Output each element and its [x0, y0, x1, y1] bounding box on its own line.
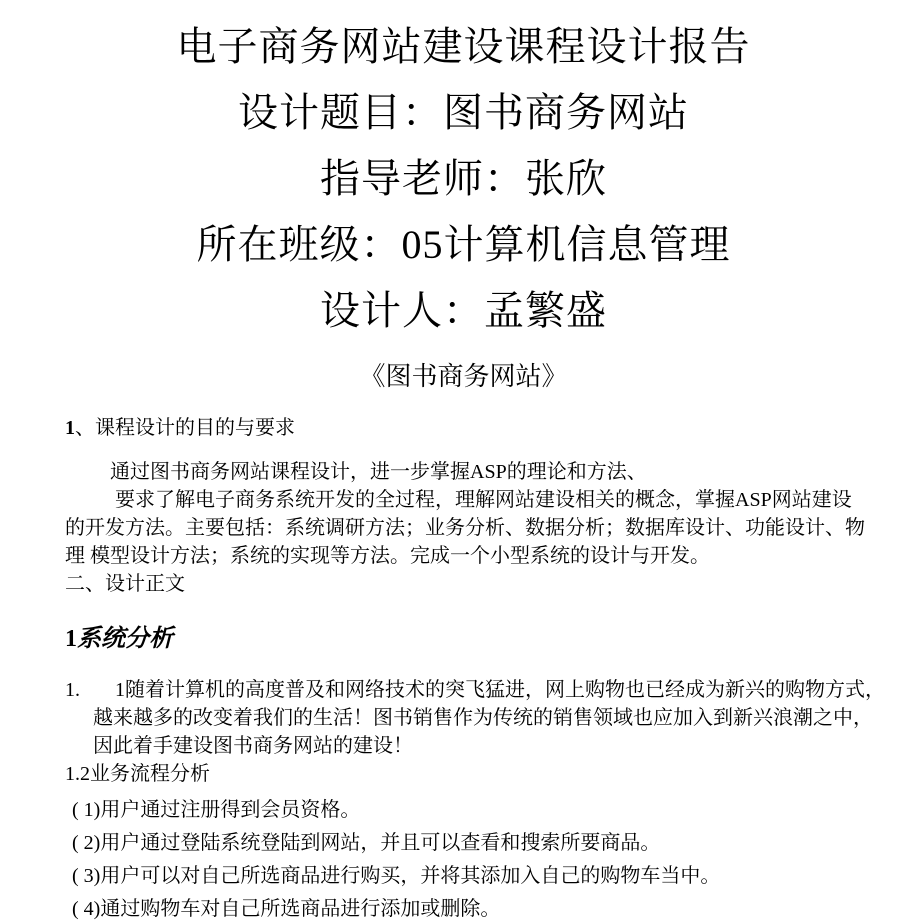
system-analysis-heading: [65, 624, 862, 654]
section1-heading: [65, 414, 862, 442]
flow-item: ( 2)用户通过登陆系统登陆到网站，并且可以查看和搜索所要商品。: [72, 832, 661, 854]
design-topic-line: 设计题目：图书商务网站: [238, 90, 689, 135]
designer-line: 设计人：孟繁盛: [320, 288, 607, 333]
numbered-item-line: 越来越多的改变着我们的生活！图书销售作为传统的销售领域也应加入到新兴浪潮之中，: [93, 707, 873, 729]
paragraph-line: 通过图书商务网站课程设计，进一步掌握ASP的理论和方法、: [110, 461, 647, 483]
flow-item: ( 4)通过购物车对自己所选商品进行添加或删除。: [72, 898, 501, 920]
numbered-item-1: [65, 676, 885, 760]
book-site-subtitle: 《图书商务网站》: [359, 362, 568, 391]
advisor-line: 指导老师：张欣: [320, 156, 607, 201]
section1-heading-text: 、课程设计的目的与要求: [75, 417, 295, 439]
flow-item: ( 3)用户可以对自己所选商品进行购买，并将其添加入自己的购物车当中。: [72, 865, 721, 887]
section1-paragraph: [65, 458, 865, 598]
flow-item: ( 1)用户通过注册得到会员资格。: [72, 799, 361, 821]
numbered-item-1-marker: 1.: [65, 679, 80, 701]
paragraph-line: 要求了解电子商务系统开发的全过程，理解网站建设相关的概念，掌握ASP网站建设: [115, 489, 852, 511]
title-block: [65, 14, 862, 344]
business-flow-list: [65, 794, 862, 920]
section2-label-line: 二、设计正文: [65, 573, 185, 595]
report-title: 电子商务网站建设课程设计报告: [176, 24, 751, 69]
paragraph-line: 理 模型设计方法；系统的实现等方法。完成一个小型系统的设计与开发。: [65, 545, 710, 567]
system-analysis-heading-text: 系统分析: [77, 626, 173, 652]
numbered-item-line: 因此着手建设图书商务网站的建设！: [93, 735, 413, 757]
system-analysis-heading-number: 1: [65, 626, 77, 652]
section1-heading-number: 1: [65, 417, 75, 439]
numbered-item-line: 1随着计算机的高度普及和网络技术的突飞猛进，网上购物也已经成为新兴的购物方式，: [115, 679, 885, 701]
class-line: 所在班级：05计算机信息管理: [196, 222, 731, 267]
paragraph-line: 的开发方法。主要包括：系统调研方法；业务分析、数据分析；数据库设计、功能设计、物: [65, 517, 865, 539]
business-flow-subheading: 1.2业务流程分析: [65, 763, 210, 785]
